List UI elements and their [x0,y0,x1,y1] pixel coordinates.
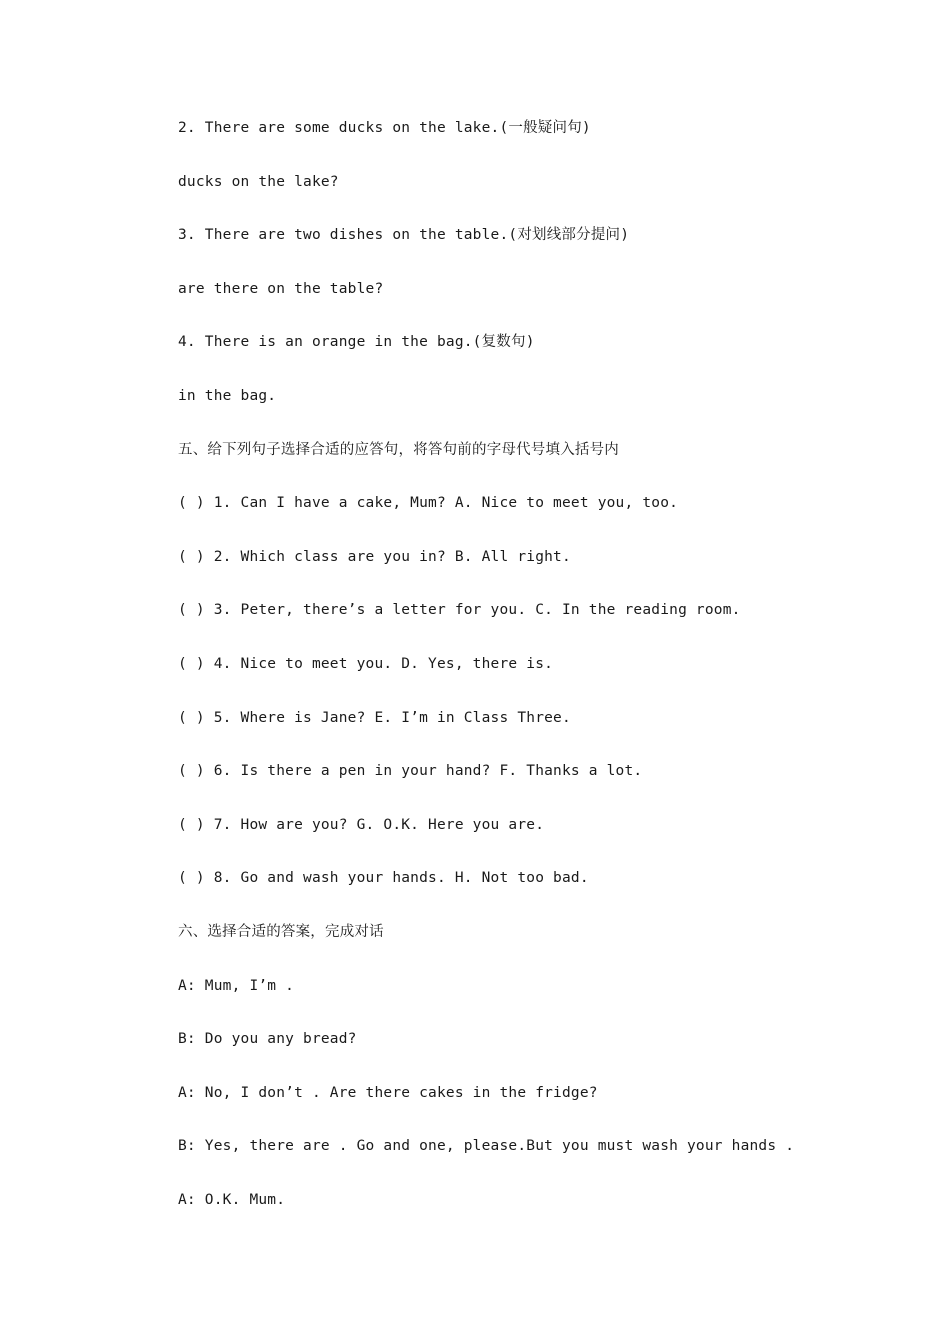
match-item-7: ( ) 7. How are you? G. O.K. Here you are. [178,816,545,833]
question-2: 2. There are some ducks on the lake.(一般疑问句) [178,120,591,136]
match-item-8: ( ) 8. Go and wash your hands. H. Not too bad. [178,870,589,887]
answer-line-2: ducks on the lake? [178,173,339,190]
dialogue-line-3: A: No, I don’t . Are there cakes in the fridge? [178,1084,598,1101]
document-body [178,117,878,1242]
section-6-heading: 六、选择合适的答案，完成对话 [178,923,384,940]
dialogue-line-4: B: Yes, there are . Go and one, please.But you must wash your hands . [178,1138,795,1155]
answer-line-4: in the bag. [178,387,277,404]
match-item-4: ( ) 4. Nice to meet you. D. Yes, there is. [178,655,554,672]
section-5-heading: 五、给下列句子选择合适的应答句，将答句前的字母代号填入括号内 [178,441,619,458]
match-item-6: ( ) 6. Is there a pen in your hand? F. Thanks a lot. [178,763,643,780]
dialogue-line-1: A: Mum, I’m . [178,977,295,994]
question-4: 4. There is an orange in the bag.(复数句) [178,334,535,351]
question-3: 3. There are two dishes on the table.(对划线部分提问) [178,227,630,244]
dialogue-line-2: B: Do you any bread? [178,1031,357,1048]
match-item-5: ( ) 5. Where is Jane? E. I’m in Class Three. [178,709,571,726]
match-item-3: ( ) 3. Peter, there’s a letter for you. C. In the reading room. [178,602,741,619]
match-item-2: ( ) 2. Which class are you in? B. All right. [178,548,571,565]
match-item-1: ( ) 1. Can I have a cake, Mum? A. Nice to meet you, too. [178,495,679,512]
answer-line-3: are there on the table? [178,280,384,297]
dialogue-line-5: A: O.K. Mum. [178,1191,286,1208]
